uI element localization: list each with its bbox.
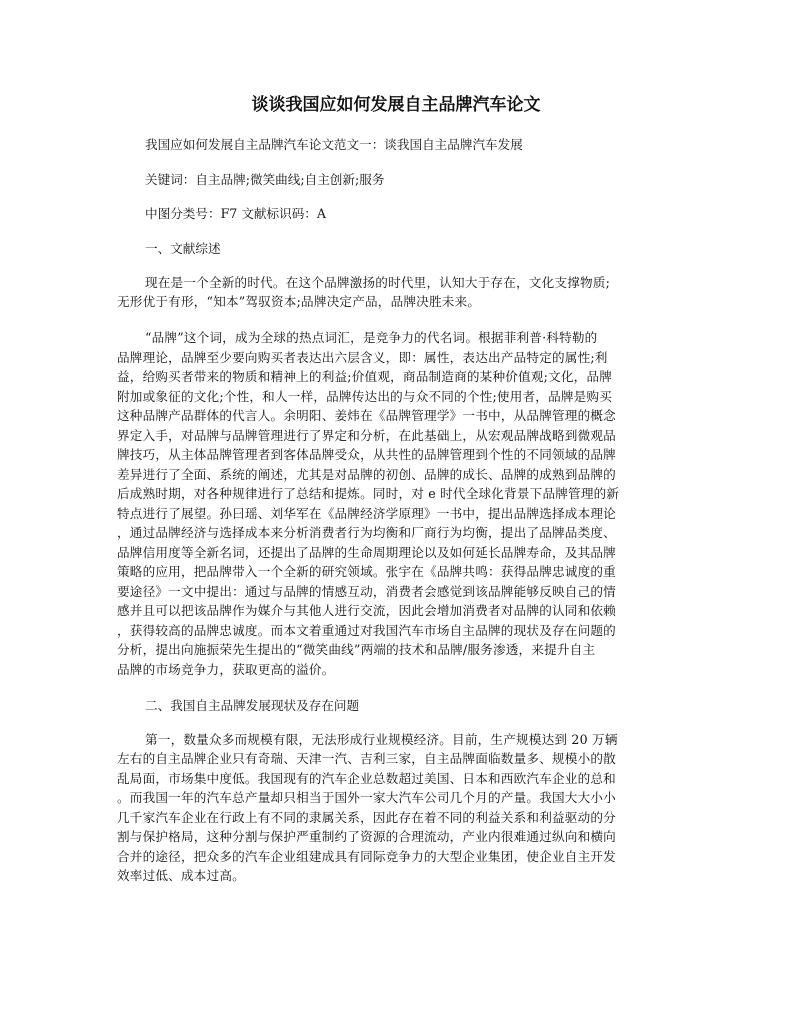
paragraph-line: ，获得较高的品牌忠诚度。而本文着重通过对我国汽车市场自主品牌的现状及存在问题的 — [117, 623, 616, 638]
paragraph-line: 策略的应用，把品牌带入一个全新的研究领域。张宇在《品牌共鸣：获得品牌忠诚度的重 — [117, 564, 616, 579]
paragraph-line: 第一，数量众多而规模有限，无法形成行业规模经济。目前，生产规模达到 20 万辆 — [145, 732, 618, 747]
paragraph-line: ，通过品牌经济与选择成本来分析消费者行为均衡和厂商行为均衡，提出了品牌品类度、 — [117, 525, 616, 540]
section-heading-1: 一、文献综述 — [145, 241, 221, 256]
paragraph-line: 益，给购买者带来的物质和精神上的利益;价值观，商品制造商的某种价值观;文化，品牌 — [117, 369, 613, 384]
paragraph-line: 附加或象征的文化;个性，和人一样，品牌传达出的与众不同的个性;使用者，品牌是购买 — [117, 389, 613, 404]
paragraph-line: 左右的自主品牌企业只有奇瑞、天津一汽、吉利三家，自主品牌面临数量多、规模小的散 — [117, 751, 616, 766]
paragraph-line: 效率过低、成本过高。 — [117, 868, 245, 883]
paragraph-line: 要途径》一文中提出：通过与品牌的情感互动，消费者会感觉到该品牌能够反映自己的情 — [117, 584, 616, 599]
paragraph-line: 牌技巧，从主体品牌管理者到客体品牌受众，从共性的品牌管理到个性的不同领域的品牌 — [117, 447, 616, 462]
paragraph-line: 品牌信用度等全新名词，还提出了品牌的生命周期理论以及如何延长品牌寿命，及其品牌 — [117, 545, 616, 560]
paragraph-line: 分析，提出向施振荣先生提出的“微笑曲线”两端的技术和品牌/服务渗透，来提升自主 — [117, 642, 596, 657]
paragraph-line: 几千家汽车企业在行政上有不同的隶属关系，因此存在着不同的利益关系和利益驱动的分 — [117, 810, 616, 825]
paragraph-line: 感并且可以把该品牌作为媒介与其他人进行交流，因此会增加消费者对品牌的认同和依赖 — [117, 603, 616, 618]
paragraph-line: 现在是一个全新的时代。在这个品牌激扬的时代里，认知大于存在，文化支撑物质; — [145, 275, 611, 290]
paragraph-line: 特点进行了展望。孙曰瑶、刘华军在《品牌经济学原理》一书中，提出品牌选择成本理论 — [117, 506, 616, 521]
classification-line: 中图分类号：F7 文献标识码：A — [145, 206, 326, 221]
paragraph-line: 乱局面，市场集中度低。我国现有的汽车企业总数超过美国、日本和西欧汽车企业的总和 — [117, 771, 616, 786]
paragraph-line: 品牌理论，品牌至少要向购买者表达出六层含义，即：属性，表达出产品特定的属性;利 — [117, 350, 608, 365]
paragraph-line: 后成熟时期，对各种规律进行了总结和提炼。同时，对 e 时代全球化背景下品牌管理的新 — [117, 486, 620, 501]
paragraph-line: “品牌”这个词，成为全球的热点词汇，是竞争力的代名词。根据菲利普·科特勒的 — [145, 330, 598, 345]
section-heading-2: 二、我国自主品牌发展现状及存在问题 — [145, 698, 360, 713]
paragraph-line: 合并的途径，把众多的汽车企业组建成具有同际竞争力的大型企业集团，使企业自主开发 — [117, 849, 616, 864]
keywords-line: 关键词：自主品牌;微笑曲线;自主创新;服务 — [145, 172, 385, 187]
paragraph-line: 界定入手，对品牌与品牌管理进行了界定和分析，在此基础上，从宏观品牌战略到微观品 — [117, 428, 616, 443]
paragraph-line: 差异进行了全面、系统的阐述，尤其是对品牌的初创、品牌的成长、品牌的成熟到品牌的 — [117, 467, 616, 482]
document-title: 谈谈我国应如何发展自主品牌汽车论文 — [251, 95, 541, 115]
paragraph-line: 无形优于有形，“知本”驾驭资本;品牌决定产品，品牌决胜未来。 — [117, 294, 481, 309]
paragraph-line: 割与保护格局，这种分割与保护严重制约了资源的合理流动，产业内很难通过纵向和横向 — [117, 829, 616, 844]
intro-line: 我国应如何发展自主品牌汽车论文范文一：谈我国自主品牌汽车发展 — [145, 137, 523, 152]
paragraph-line: 品牌的市场竞争力，获取更高的溢价。 — [117, 662, 335, 677]
paragraph-line: 。而我国一年的汽车总产量却只相当于国外一家大汽车公司几个月的产量。我国大大小小 — [117, 790, 616, 805]
paragraph-line: 这种品牌产品群体的代言人。余明阳、姜炜在《品牌管理学》一书中，从品牌管理的概念 — [117, 408, 616, 423]
